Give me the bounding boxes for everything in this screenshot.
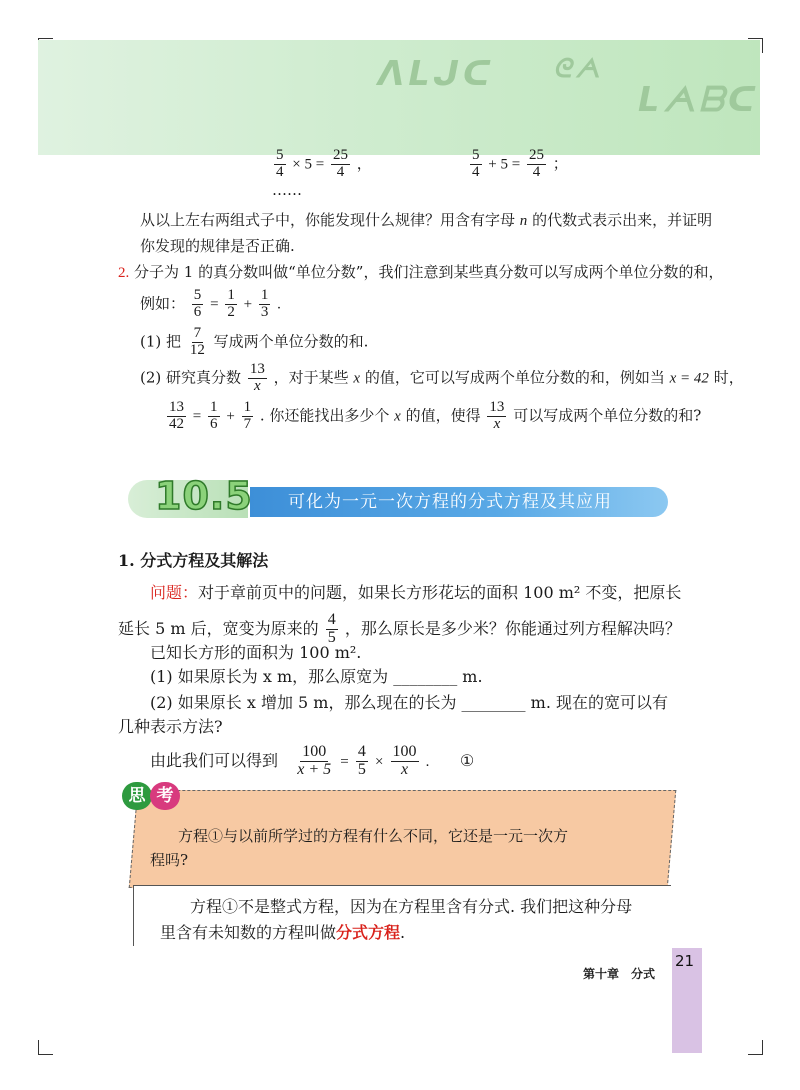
problem-line2: 延长 5 m 后，宽变为原来的 $\frac{4}{5}$ ，那么原长是多少米？你能通过列方程解决吗？ — [118, 611, 681, 646]
problem-2-example: 例如： $\frac{5}{6}$ = $\frac{1}{2}$ + $\frac{1}{3}$ . — [140, 287, 281, 320]
page-number: 21 — [675, 952, 695, 970]
think-line2: 程吗? — [150, 851, 189, 869]
question-a: (1) 如果原长为 x m，那么原宽为 ________ m. — [150, 667, 483, 686]
crop-mark-bl — [38, 1040, 53, 1055]
question-1-line2: 你发现的规律是否正确. — [140, 237, 295, 255]
question-1-line1: 从以上左右两组式子中，你能发现什么规律？用含有字母 n 的代数式表示出来，并证明 — [140, 211, 713, 229]
problem-line3: 已知长方形的面积为 100 m². — [150, 643, 362, 662]
problem-label: 问题： — [150, 583, 199, 602]
think-badge-char1: 思 — [122, 782, 152, 810]
chapter-label: 第十章 分式 — [583, 967, 656, 981]
banner-decoration: ᘓᗅ — [553, 54, 604, 84]
section-number: 10.5 — [155, 474, 253, 518]
definition-line2: 里含有未知数的方程叫做分式方程. — [160, 923, 406, 942]
think-badge — [122, 782, 184, 810]
definition-line1: 方程①不是整式方程，因为在方程里含有分式. 我们把这种分母 — [190, 897, 633, 916]
definition-term: 分式方程 — [336, 923, 401, 942]
problem-2-sub1: (1) 把 $\frac{7}{12}$ 写成两个单位分数的和. — [140, 325, 369, 358]
problem-2-sub2-line2: $\frac{13}{42}$ = $\frac{1}{6}$ + $\frac{1}{7}$ . 你还能找出多少个 x 的值，使得 $\frac{13}{x}$ 可以写成两个单位分数的和? — [169, 399, 702, 432]
crop-mark-br — [748, 1040, 763, 1055]
derived-equation: 由此我们可以得到 $\frac{100}{x + 5}$ = $\frac{4}{5}$ × $\frac{100}{x}$ . ① — [150, 743, 475, 778]
problem-line1: 问题：对于章前页中的问题，如果长方形花坛的面积 100 m² 不变，把原长 — [150, 583, 682, 602]
banner-decoration: ᐱᒪᒍᑕ — [378, 54, 495, 94]
question-b-line1: (2) 如果原长 x 增加 5 m，那么现在的长为 ________ m. 现在的宽可以有 — [150, 693, 668, 712]
section-title: 可化为一元一次方程的分式方程及其应用 — [250, 487, 668, 517]
subsection-heading: 1. 分式方程及其解法 — [118, 551, 269, 570]
header-banner — [38, 40, 760, 155]
problem-number: 2. — [118, 265, 130, 281]
problem-2-sub2: (2) 研究真分数 $\frac{13}{x}$ ，对于某些 x 的值，它可以写成两个单位分数的和，例如当 x = 42 时， — [140, 361, 744, 394]
question-b-line2: 几种表示方法? — [118, 717, 223, 736]
banner-decoration: ᒪᗅᗷᑕ — [638, 80, 760, 120]
equation-right: $\frac{5}{4}$ + 5 = $\frac{25}{4}$ ； — [472, 147, 568, 180]
problem-2-line1: 2. 分子为 1 的真分数叫做“单位分数”，我们注意到某些真分数可以写成两个单位分数的和， — [118, 263, 724, 281]
equation-left: $\frac{5}{4}$ × 5 = $\frac{25}{4}$ ， — [276, 147, 372, 180]
think-badge-char2: 考 — [150, 782, 180, 810]
think-line1: 方程①与以前所学过的方程有什么不同，它还是一元一次方 — [178, 827, 569, 845]
equation-label: ① — [459, 750, 475, 770]
ellipsis: …… — [272, 181, 302, 199]
